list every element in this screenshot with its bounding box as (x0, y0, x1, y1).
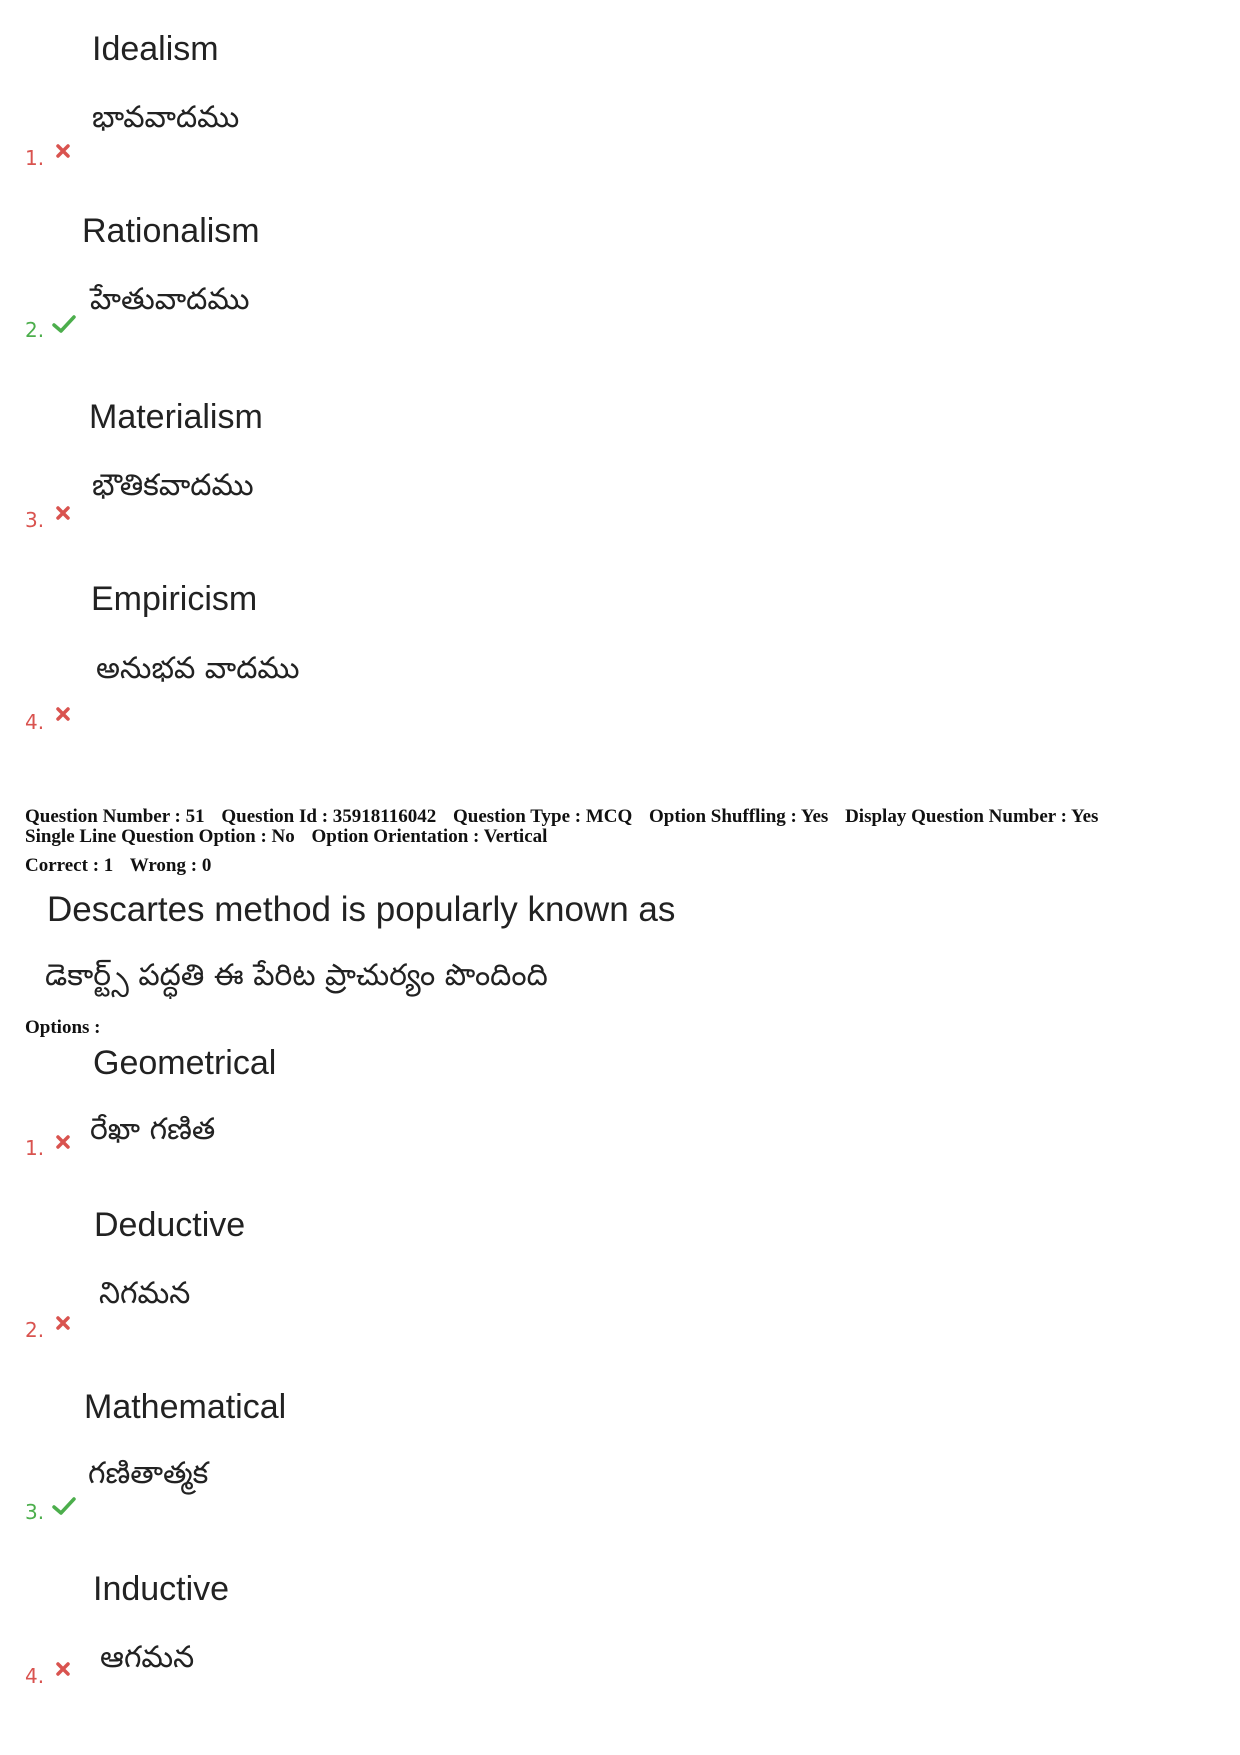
option-telugu-text: హేతువాదము (90, 282, 250, 317)
cross-icon (56, 1316, 70, 1330)
option-number: 1. (25, 1136, 45, 1160)
question-id: Question Id : 35918116042 (221, 806, 437, 827)
option-english-text: Idealism (92, 30, 219, 68)
option-number: 3. (25, 508, 45, 532)
display-question-number: Display Question Number : Yes (845, 806, 1099, 827)
option-english-text: Deductive (94, 1206, 246, 1244)
question-text-telugu: డెకార్ట్స్ పద్ధతి ఈ పేరిట ప్రాచుర్యం పొందింది (45, 958, 548, 993)
meta-line-1 (25, 806, 1110, 828)
option-english-text: Geometrical (93, 1044, 277, 1082)
option-number: 2. (25, 318, 45, 342)
option-english-text: Inductive (93, 1570, 230, 1608)
question-type: Question Type : MCQ (452, 806, 633, 827)
cross-icon (56, 144, 70, 158)
check-icon (52, 1496, 76, 1516)
option-telugu-text: రేఖా గణిత (90, 1112, 216, 1147)
single-line-option: Single Line Question Option : No (25, 826, 295, 847)
cross-icon (56, 1135, 70, 1149)
option-telugu-text: భౌతికవాదము (92, 468, 254, 503)
cross-icon (56, 1662, 70, 1676)
option-english-text: Empiricism (91, 580, 258, 618)
option-orientation: Option Orientation : Vertical (311, 826, 548, 847)
cross-icon (56, 707, 70, 721)
correct-marks: Correct : 1 (25, 855, 114, 876)
option-telugu-text: నిగమన (99, 1276, 191, 1311)
option-number: 2. (25, 1318, 45, 1342)
option-number: 1. (25, 146, 45, 170)
check-icon (52, 314, 76, 334)
option-english-text: Rationalism (82, 212, 260, 250)
cross-icon (56, 506, 70, 520)
question-number: Question Number : 51 (25, 806, 205, 827)
option-telugu-text: అనుభవ వాదము (96, 651, 300, 686)
options-label: Options : (25, 1017, 101, 1038)
option-telugu-text: గణితాత్మక (88, 1456, 209, 1491)
question-text-english: Descartes method is popularly known as (47, 890, 676, 929)
meta-line-2 (25, 826, 559, 848)
option-shuffling: Option Shuffling : Yes (649, 806, 829, 827)
wrong-marks: Wrong : 0 (129, 855, 212, 876)
option-telugu-text: భావవాదము (92, 100, 240, 135)
option-telugu-text: ఆగమన (100, 1640, 195, 1675)
marks-line (25, 855, 223, 877)
option-number: 4. (25, 1664, 45, 1688)
option-number: 3. (25, 1500, 45, 1524)
option-english-text: Mathematical (84, 1388, 287, 1426)
option-number: 4. (25, 710, 45, 734)
option-english-text: Materialism (89, 398, 263, 436)
